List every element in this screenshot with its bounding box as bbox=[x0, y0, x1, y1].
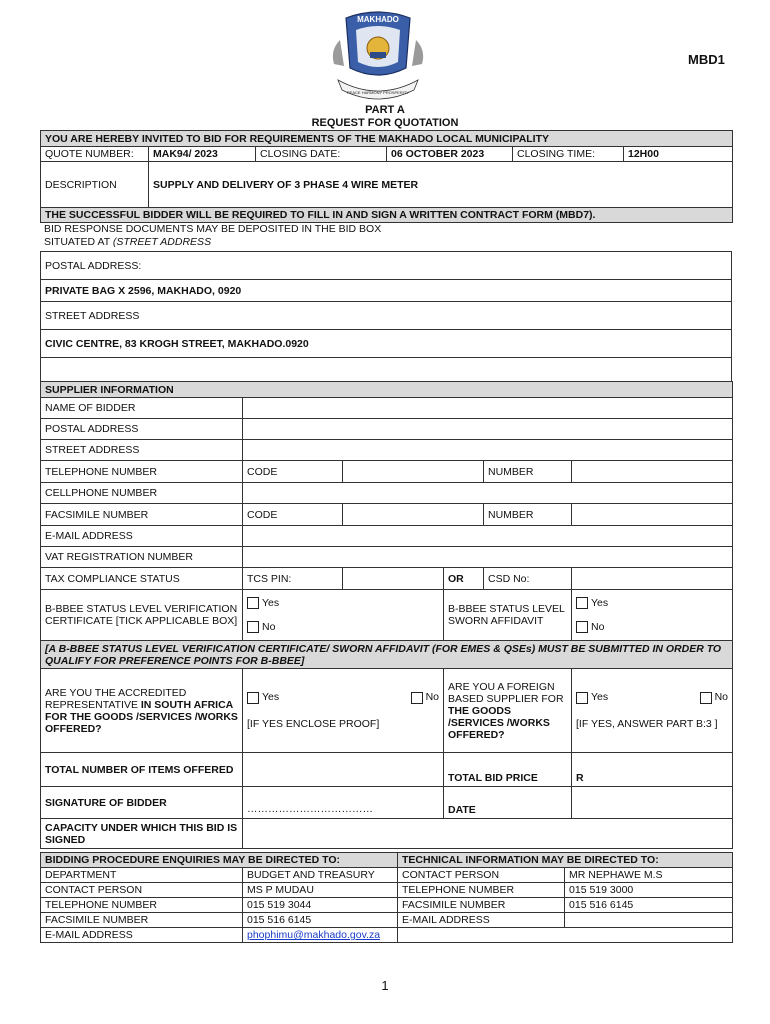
description-label: DESCRIPTION bbox=[41, 162, 149, 208]
accredited-question-bold: IN SOUTH AFRICA FOR THE GOODS /SERVICES /WORKS OFFERED? bbox=[45, 698, 238, 735]
closing-date-value: 06 OCTOBER 2023 bbox=[387, 147, 513, 162]
csd-input[interactable] bbox=[572, 568, 733, 590]
vat-label: VAT REGISTRATION NUMBER bbox=[41, 547, 243, 568]
makhado-crest-logo bbox=[326, 10, 430, 106]
bbbee-aff-yes-checkbox[interactable] bbox=[576, 597, 588, 609]
signature-input[interactable]: ……………………………… bbox=[243, 787, 444, 819]
telephone-number-input[interactable] bbox=[572, 461, 733, 483]
bbbee-affidavit-options bbox=[572, 590, 733, 641]
supplier-postal-label: POSTAL ADDRESS bbox=[41, 419, 243, 440]
telephone-code-input[interactable] bbox=[343, 461, 484, 483]
technical-enquiries-heading: TECHNICAL INFORMATION MAY BE DIRECTED TO: bbox=[398, 853, 733, 868]
quote-table bbox=[40, 130, 733, 223]
street-address-value: CIVIC CENTRE, 83 KROGH STREET, MAKHADO.0920 bbox=[41, 330, 732, 358]
capacity-label: CAPACITY UNDER WHICH THIS BID IS SIGNED bbox=[41, 819, 243, 849]
enquiry-email-label: E-MAIL ADDRESS bbox=[41, 928, 243, 943]
page-number: 1 bbox=[381, 978, 389, 993]
accredited-no-label: No bbox=[425, 691, 439, 704]
quote-number-label: QUOTE NUMBER: bbox=[41, 147, 149, 162]
supplier-heading: SUPPLIER INFORMATION bbox=[41, 382, 733, 398]
foreign-no-label: No bbox=[714, 691, 729, 704]
bbbee-cert-yes-label: Yes bbox=[262, 596, 280, 609]
tech-telephone-value: 015 519 3000 bbox=[565, 883, 733, 898]
deposit-street-hint: (STREET ADDRESS bbox=[112, 236, 212, 248]
fax-number-label: NUMBER bbox=[484, 504, 572, 526]
description-value: SUPPLY AND DELIVERY OF 3 PHASE 4 WIRE METER bbox=[149, 162, 733, 208]
tech-contact-label: CONTACT PERSON bbox=[398, 868, 565, 883]
foreign-question bbox=[444, 669, 572, 753]
tech-blank-cell bbox=[398, 928, 733, 943]
deposit-line-2: SITUATED AT bbox=[44, 236, 113, 248]
logo-motto-text: PEACE HARMONY PROSPERITY bbox=[347, 90, 409, 95]
accredited-yes-checkbox[interactable] bbox=[247, 692, 259, 704]
bidding-enquiries-heading: BIDDING PROCEDURE ENQUIRIES MAY BE DIRECTED TO: bbox=[41, 853, 398, 868]
foreign-question-text: ARE YOU A FOREIGN BASED SUPPLIER FOR bbox=[448, 680, 564, 705]
fax-code-label: CODE bbox=[243, 504, 343, 526]
accredited-question bbox=[41, 669, 243, 753]
fax-number-input[interactable] bbox=[572, 504, 733, 526]
enquiries-table bbox=[40, 852, 733, 943]
total-items-input[interactable] bbox=[243, 753, 444, 787]
bbbee-affidavit-label: B-BBEE STATUS LEVEL SWORN AFFIDAVIT bbox=[444, 590, 572, 641]
or-label: OR bbox=[444, 568, 484, 590]
capacity-input[interactable] bbox=[243, 819, 733, 849]
postal-address-value: PRIVATE BAG X 2596, MAKHADO, 0920 bbox=[41, 280, 732, 302]
contract-notice: THE SUCCESSFUL BIDDER WILL BE REQUIRED TO FILL IN AND SIGN A WRITTEN CONTRACT FORM (MBD7). bbox=[41, 208, 733, 223]
department-label: DEPARTMENT bbox=[41, 868, 243, 883]
fax-label: FACSIMILE NUMBER bbox=[41, 504, 243, 526]
bbbee-cert-no-checkbox[interactable] bbox=[247, 621, 259, 633]
deposit-instructions bbox=[44, 223, 381, 249]
contact-value: MS P MUDAU bbox=[243, 883, 398, 898]
accredited-no-checkbox[interactable] bbox=[411, 692, 423, 704]
tech-contact-value: MR NEPHAWE M.S bbox=[565, 868, 733, 883]
closing-time-value: 12H00 bbox=[624, 147, 733, 162]
page-title bbox=[0, 104, 770, 130]
foreign-yes-label: Yes bbox=[591, 691, 609, 704]
accredited-yes-label: Yes bbox=[262, 691, 280, 704]
form-title: REQUEST FOR QUOTATION bbox=[311, 117, 459, 129]
enquiry-fax-label: FACSIMILE NUMBER bbox=[41, 913, 243, 928]
quote-number-value: MAK94/ 2023 bbox=[149, 147, 256, 162]
enclose-proof-note: [IF YES ENCLOSE PROOF] bbox=[247, 717, 380, 730]
bidder-name-label: NAME OF BIDDER bbox=[41, 398, 243, 419]
enquiry-email-cell bbox=[243, 928, 398, 943]
logo-top-text: MAKHADO bbox=[357, 15, 399, 24]
supplier-postal-input[interactable] bbox=[243, 419, 733, 440]
bbbee-aff-no-label: No bbox=[591, 621, 605, 633]
bbbee-cert-no-label: No bbox=[262, 621, 276, 633]
cellphone-label: CELLPHONE NUMBER bbox=[41, 483, 243, 504]
bbbee-certificate-options bbox=[243, 590, 444, 641]
fax-code-input[interactable] bbox=[343, 504, 484, 526]
tech-telephone-label: TELEPHONE NUMBER bbox=[398, 883, 565, 898]
answer-part-b-note: [IF YES, ANSWER PART B:3 ] bbox=[576, 717, 718, 730]
bidder-name-input[interactable] bbox=[243, 398, 733, 419]
enquiry-telephone-value: 015 519 3044 bbox=[243, 898, 398, 913]
tcs-pin-input[interactable] bbox=[343, 568, 444, 590]
invite-heading: YOU ARE HEREBY INVITED TO BID FOR REQUIREMENTS OF THE MAKHADO LOCAL MUNICIPALITY bbox=[41, 131, 733, 147]
tcs-pin-label: TCS PIN: bbox=[243, 568, 343, 590]
accredited-options bbox=[243, 669, 444, 753]
postal-address-label: POSTAL ADDRESS: bbox=[41, 252, 732, 280]
department-value: BUDGET AND TREASURY bbox=[243, 868, 398, 883]
supplier-street-label: STREET ADDRESS bbox=[41, 440, 243, 461]
total-price-label: TOTAL BID PRICE bbox=[444, 753, 572, 787]
tech-fax-value: 015 516 6145 bbox=[565, 898, 733, 913]
deposit-line-1: BID RESPONSE DOCUMENTS MAY BE DEPOSITED IN THE BID BOX bbox=[44, 223, 382, 235]
csd-label: CSD No: bbox=[484, 568, 572, 590]
address-blank-row bbox=[41, 358, 732, 384]
telephone-number-label: NUMBER bbox=[484, 461, 572, 483]
form-code: MBD1 bbox=[688, 52, 725, 67]
foreign-options bbox=[572, 669, 733, 753]
tech-fax-label: FACSIMILE NUMBER bbox=[398, 898, 565, 913]
bbbee-notice: [A B-BBEE STATUS LEVEL VERIFICATION CERTIFICATE/ SWORN AFFIDAVIT (FOR EMES & QSEs) MUST BE SUBMITTED IN ORDER TO QUALIFY FOR PREFERENCE POINTS FOR B-BBEE] bbox=[41, 641, 733, 669]
bbbee-aff-yes-label: Yes bbox=[591, 596, 609, 609]
part-label: PART A bbox=[365, 104, 405, 116]
date-label: DATE bbox=[444, 787, 572, 819]
cellphone-input[interactable] bbox=[243, 483, 733, 504]
contact-label: CONTACT PERSON bbox=[41, 883, 243, 898]
total-items-label: TOTAL NUMBER OF ITEMS OFFERED bbox=[41, 753, 243, 787]
closing-time-label: CLOSING TIME: bbox=[513, 147, 624, 162]
email-label: E-MAIL ADDRESS bbox=[41, 526, 243, 547]
bbbee-certificate-label: B-BBEE STATUS LEVEL VERIFICATION CERTIFICATE [TICK APPLICABLE BOX] bbox=[41, 590, 243, 641]
bbbee-cert-yes-checkbox[interactable] bbox=[247, 597, 259, 609]
street-address-label: STREET ADDRESS bbox=[41, 302, 732, 330]
foreign-no-checkbox[interactable] bbox=[700, 692, 712, 704]
enquiry-telephone-label: TELEPHONE NUMBER bbox=[41, 898, 243, 913]
address-table bbox=[40, 251, 732, 384]
telephone-code-label: CODE bbox=[243, 461, 343, 483]
total-price-currency[interactable]: R bbox=[572, 753, 733, 787]
tax-status-label: TAX COMPLIANCE STATUS bbox=[41, 568, 243, 590]
vat-input[interactable] bbox=[243, 547, 733, 568]
accredited-question-text: ARE YOU THE ACCREDITED REPRESENTATIVE bbox=[45, 686, 187, 711]
foreign-question-bold: THE GOODS /SERVICES /WORKS OFFERED? bbox=[448, 704, 550, 741]
email-input[interactable] bbox=[243, 526, 733, 547]
signature-label: SIGNATURE OF BIDDER bbox=[41, 787, 243, 819]
supplier-street-input[interactable] bbox=[243, 440, 733, 461]
enquiry-email-link[interactable]: phophimu@makhado.gov.za bbox=[247, 929, 381, 941]
supplier-table bbox=[40, 381, 733, 849]
telephone-label: TELEPHONE NUMBER bbox=[41, 461, 243, 483]
tech-email-value bbox=[565, 913, 733, 928]
tech-email-label: E-MAIL ADDRESS bbox=[398, 913, 565, 928]
foreign-yes-checkbox[interactable] bbox=[576, 692, 588, 704]
date-input[interactable] bbox=[572, 787, 733, 819]
enquiry-fax-value: 015 516 6145 bbox=[243, 913, 398, 928]
bbbee-aff-no-checkbox[interactable] bbox=[576, 621, 588, 633]
closing-date-label: CLOSING DATE: bbox=[256, 147, 387, 162]
